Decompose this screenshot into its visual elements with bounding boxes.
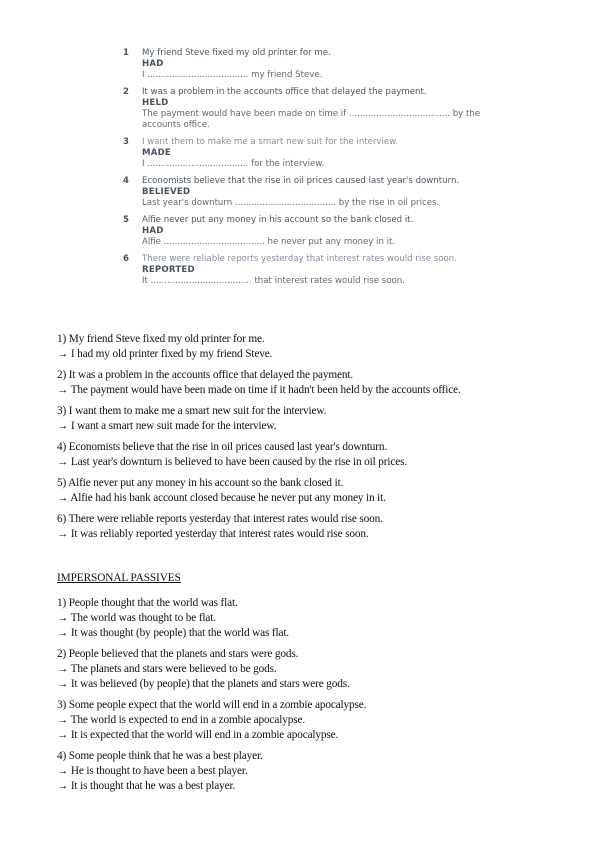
exercise-sentence: My friend Steve fixed my old printer for me. <box>142 48 331 58</box>
exercise-gap-line: Alfie ..................................... he never put any money in it. <box>142 237 396 247</box>
question-text: 2) People believed that the planets and stars were gods. <box>57 648 299 660</box>
exercise-gap-line: The payment would have been made on time if ..................................... by the accounts office. <box>142 109 481 130</box>
answer-item <box>57 476 567 506</box>
exercise-image <box>118 48 498 318</box>
exercise-sentence: I want them to make me a smart new suit for the interview. <box>142 137 399 147</box>
answer-item <box>57 404 567 434</box>
exercise-sentence: Economists believe that the rise in oil prices caused last year's downturn. <box>142 176 460 186</box>
exercise-item <box>118 176 498 209</box>
exercise-sentence: It was a problem in the accounts office that delayed the payment. <box>142 87 427 97</box>
exercise-item <box>118 48 498 81</box>
exercise-item <box>118 215 498 248</box>
answer-text: → The world was thought to be flat. <box>57 612 216 624</box>
exercise-number: 6 <box>123 254 129 264</box>
answer-text: → The planets and stars were believed to be gods. <box>57 663 277 675</box>
exercise-keyword: REPORTED <box>142 265 195 275</box>
question-text: 6) There were reliable reports yesterday that interest rates would rise soon. <box>57 513 383 525</box>
exercise-number: 3 <box>123 137 129 147</box>
answer-item <box>57 332 567 362</box>
exercise-gap-line: Last year's downturn ..................................... by the rise in oil prices. <box>142 198 440 208</box>
answer-text: → Last year's downturn is believed to have been caused by the rise in oil prices. <box>57 456 408 468</box>
exercise-sentence: There were reliable reports yesterday that interest rates would rise soon. <box>142 254 457 264</box>
answer-item <box>57 368 567 398</box>
exercise-item <box>118 254 498 287</box>
answers-section <box>57 332 567 548</box>
exercise-gap-line: It ..................................... that interest rates would rise soon. <box>142 276 405 286</box>
question-text: 3) I want them to make me a smart new suit for the interview. <box>57 405 327 417</box>
passive-item <box>57 647 567 692</box>
question-text: 5) Alfie never put any money in his account so the bank closed it. <box>57 477 344 489</box>
exercise-gap-line: I ..................................... my friend Steve. <box>142 70 323 80</box>
passive-item <box>57 698 567 743</box>
answer-item <box>57 440 567 470</box>
exercise-item <box>118 137 498 170</box>
exercise-keyword: MADE <box>142 148 172 158</box>
section-title: IMPERSONAL PASSIVES <box>57 572 181 584</box>
exercise-keyword: BELIEVED <box>142 187 191 197</box>
exercise-number: 4 <box>123 176 129 186</box>
exercise-keyword: HAD <box>142 226 164 236</box>
answer-text: → It is thought that he was a best player. <box>57 780 236 792</box>
answer-text: → I want a smart new suit made for the interview. <box>57 420 277 432</box>
impersonal-passives-section <box>57 596 567 800</box>
passive-item <box>57 596 567 641</box>
answer-text: → Alfie had his bank account closed because he never put any money in it. <box>57 492 386 504</box>
exercise-keyword: HAD <box>142 59 164 69</box>
exercise-number: 1 <box>123 48 129 58</box>
answer-text: → It was believed (by people) that the planets and stars were gods. <box>57 678 350 690</box>
answer-text: → The payment would have been made on time if it hadn't been held by the accounts office. <box>57 384 461 396</box>
question-text: 3) Some people expect that the world will end in a zombie apocalypse. <box>57 699 367 711</box>
answer-text: → The world is expected to end in a zombie apocalypse. <box>57 714 305 726</box>
exercise-number: 2 <box>123 87 129 97</box>
question-text: 1) People thought that the world was flat. <box>57 597 238 609</box>
exercise-sentence: Alfie never put any money in his account so the bank closed it. <box>142 215 414 225</box>
exercise-number: 5 <box>123 215 129 225</box>
question-text: 4) Economists believe that the rise in oil prices caused last year's downturn. <box>57 441 388 453</box>
answer-text: → I had my old printer fixed by my friend Steve. <box>57 348 273 360</box>
exercise-gap-line: I ..................................... for the interview. <box>142 159 325 169</box>
question-text: 1) My friend Steve fixed my old printer for me. <box>57 333 265 345</box>
question-text: 4) Some people think that he was a best player. <box>57 750 263 762</box>
answer-text: → It is expected that the world will end in a zombie apocalypse. <box>57 729 339 741</box>
question-text: 2) It was a problem in the accounts office that delayed the payment. <box>57 369 354 381</box>
answer-text: → He is thought to have been a best player. <box>57 765 248 777</box>
exercise-keyword: HELD <box>142 98 169 108</box>
passive-item <box>57 749 567 794</box>
exercise-item <box>118 87 498 131</box>
answer-text: → It was thought (by people) that the world was flat. <box>57 627 290 639</box>
answer-text: → It was reliably reported yesterday that interest rates would rise soon. <box>57 528 369 540</box>
answer-item <box>57 512 567 542</box>
